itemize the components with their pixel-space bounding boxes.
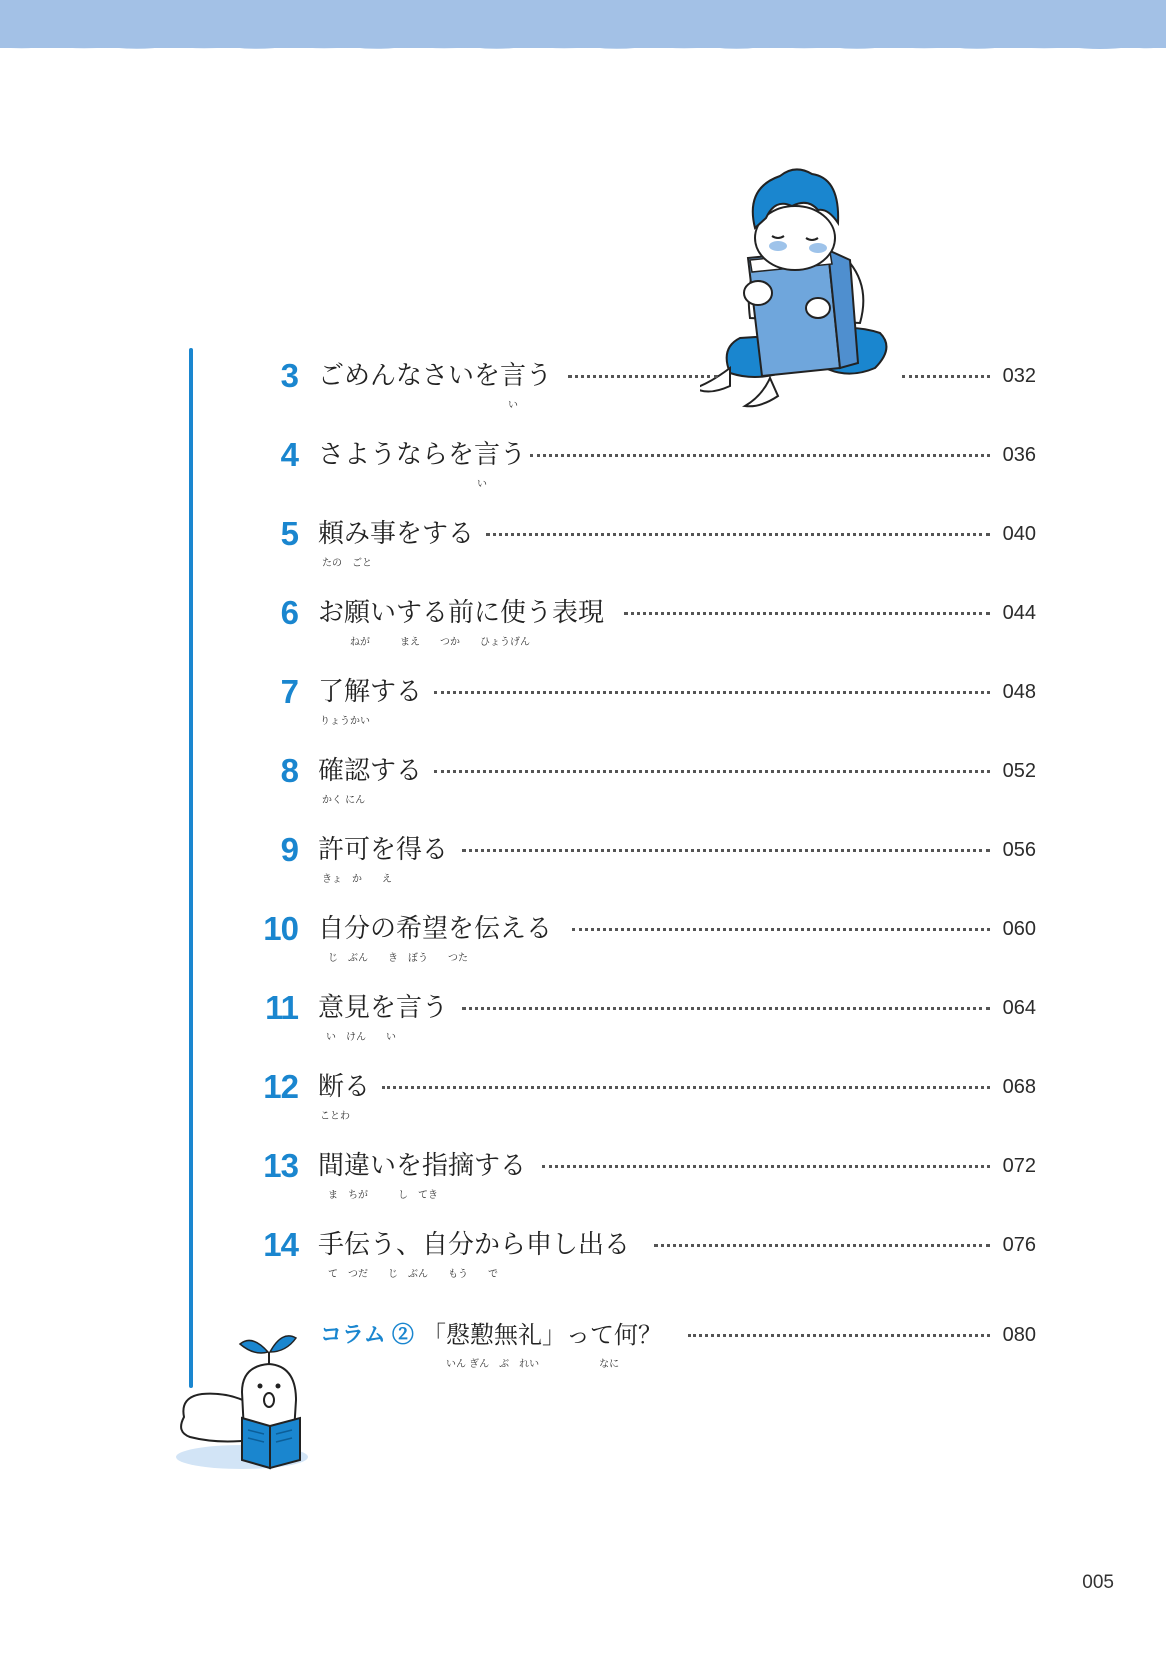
toc-entry[interactable] <box>0 749 1166 809</box>
toc-entry[interactable] <box>0 512 1166 572</box>
toc-entry[interactable] <box>0 828 1166 888</box>
page-number: 048 <box>1002 681 1036 703</box>
chapter-title: 間違いを指摘する <box>318 1151 527 1181</box>
chapter-number: 5 <box>280 515 298 552</box>
page-number: 064 <box>1002 997 1036 1019</box>
page-number: 032 <box>1002 365 1036 387</box>
page-number: 040 <box>1002 523 1036 545</box>
toc-entry[interactable] <box>0 986 1166 1046</box>
toc-entry[interactable] <box>0 591 1166 651</box>
page-folio: 005 <box>1082 1572 1114 1593</box>
chapter-furigana: かく にん <box>322 795 366 806</box>
chapter-title: 確認する <box>318 756 423 786</box>
page-number: 056 <box>1002 839 1036 861</box>
page-number: 052 <box>1002 760 1036 782</box>
chapter-furigana: い <box>508 400 518 411</box>
chapter-furigana: い けん い <box>326 1032 396 1043</box>
toc-entry[interactable] <box>0 433 1166 493</box>
chapter-number: 13 <box>263 1147 298 1184</box>
toc-entry[interactable] <box>0 670 1166 730</box>
chapter-furigana: りょうかい <box>320 716 370 727</box>
chapter-number: 8 <box>280 752 298 789</box>
leader-dots <box>530 454 990 457</box>
column-title: 「慇懃無礼」って何？ <box>422 1321 662 1349</box>
sprout-character-reading-illustration <box>172 1322 322 1472</box>
band-torn-edge <box>0 43 1166 53</box>
chapter-title: 了解する <box>318 677 423 707</box>
leader-dots <box>688 1334 990 1337</box>
toc-entry[interactable] <box>0 1065 1166 1125</box>
chapter-number: 6 <box>280 594 298 631</box>
page-number: 080 <box>1002 1324 1036 1346</box>
chapter-furigana: て つだ じ ぶん もう で <box>328 1269 498 1280</box>
leader-dots <box>568 375 718 378</box>
leader-dots <box>624 612 990 615</box>
chapter-title: 頼み事をする <box>318 519 475 549</box>
leader-dots <box>486 533 990 536</box>
chapter-title: 断る <box>318 1072 371 1102</box>
chapter-furigana: きょ か え <box>322 874 392 885</box>
chapter-furigana: い <box>477 479 487 490</box>
chapter-title: ごめんなさいを言う <box>318 361 553 391</box>
chapter-number: 11 <box>265 989 298 1026</box>
leader-dots <box>572 928 990 931</box>
leader-dots <box>462 849 990 852</box>
leader-dots <box>434 691 990 694</box>
leader-dots <box>542 1165 990 1168</box>
chapter-title: 手伝う、自分から申し出る <box>318 1230 631 1260</box>
chapter-furigana: じ ぶん き ぼう つた <box>328 953 468 964</box>
page-number: 072 <box>1002 1155 1036 1177</box>
chapter-furigana: ねが まえ つか ひょうげん <box>350 637 530 648</box>
page-number: 068 <box>1002 1076 1036 1098</box>
chapter-number: 7 <box>280 673 298 710</box>
page-number: 044 <box>1002 602 1036 624</box>
chapter-number: 12 <box>263 1068 298 1105</box>
toc-entry[interactable] <box>0 354 1166 414</box>
chapter-title: 自分の希望を伝える <box>318 914 553 944</box>
chapter-title: 許可を得る <box>318 835 449 865</box>
chapter-furigana: ま ちが し てき <box>328 1190 438 1201</box>
page-number: 060 <box>1002 918 1036 940</box>
toc-entry[interactable] <box>0 1223 1166 1283</box>
top-color-band <box>0 0 1166 48</box>
chapter-furigana: たの ごと <box>322 558 372 569</box>
chapter-number: 4 <box>280 436 298 473</box>
page-number: 036 <box>1002 444 1036 466</box>
column-label: コラム ② <box>320 1322 414 1347</box>
column-furigana: いん ぎん ぶ れい なに <box>446 1359 620 1370</box>
leader-dots <box>382 1086 990 1089</box>
chapter-number: 3 <box>280 357 298 394</box>
leader-dots <box>434 770 990 773</box>
chapter-number: 10 <box>263 910 298 947</box>
leader-dots <box>654 1244 990 1247</box>
leader-dots <box>462 1007 990 1010</box>
toc-entry[interactable] <box>0 907 1166 967</box>
toc-entry[interactable] <box>0 1144 1166 1204</box>
page-number: 076 <box>1002 1234 1036 1256</box>
chapter-furigana: ことわ <box>320 1111 350 1122</box>
leader-dots <box>902 375 990 378</box>
chapter-title: さようならを言う <box>318 440 527 470</box>
chapter-title: お願いする前に使う表現 <box>318 598 605 628</box>
chapter-number: 9 <box>280 831 298 868</box>
chapter-title: 意見を言う <box>318 993 449 1023</box>
chapter-number: 14 <box>263 1226 298 1263</box>
